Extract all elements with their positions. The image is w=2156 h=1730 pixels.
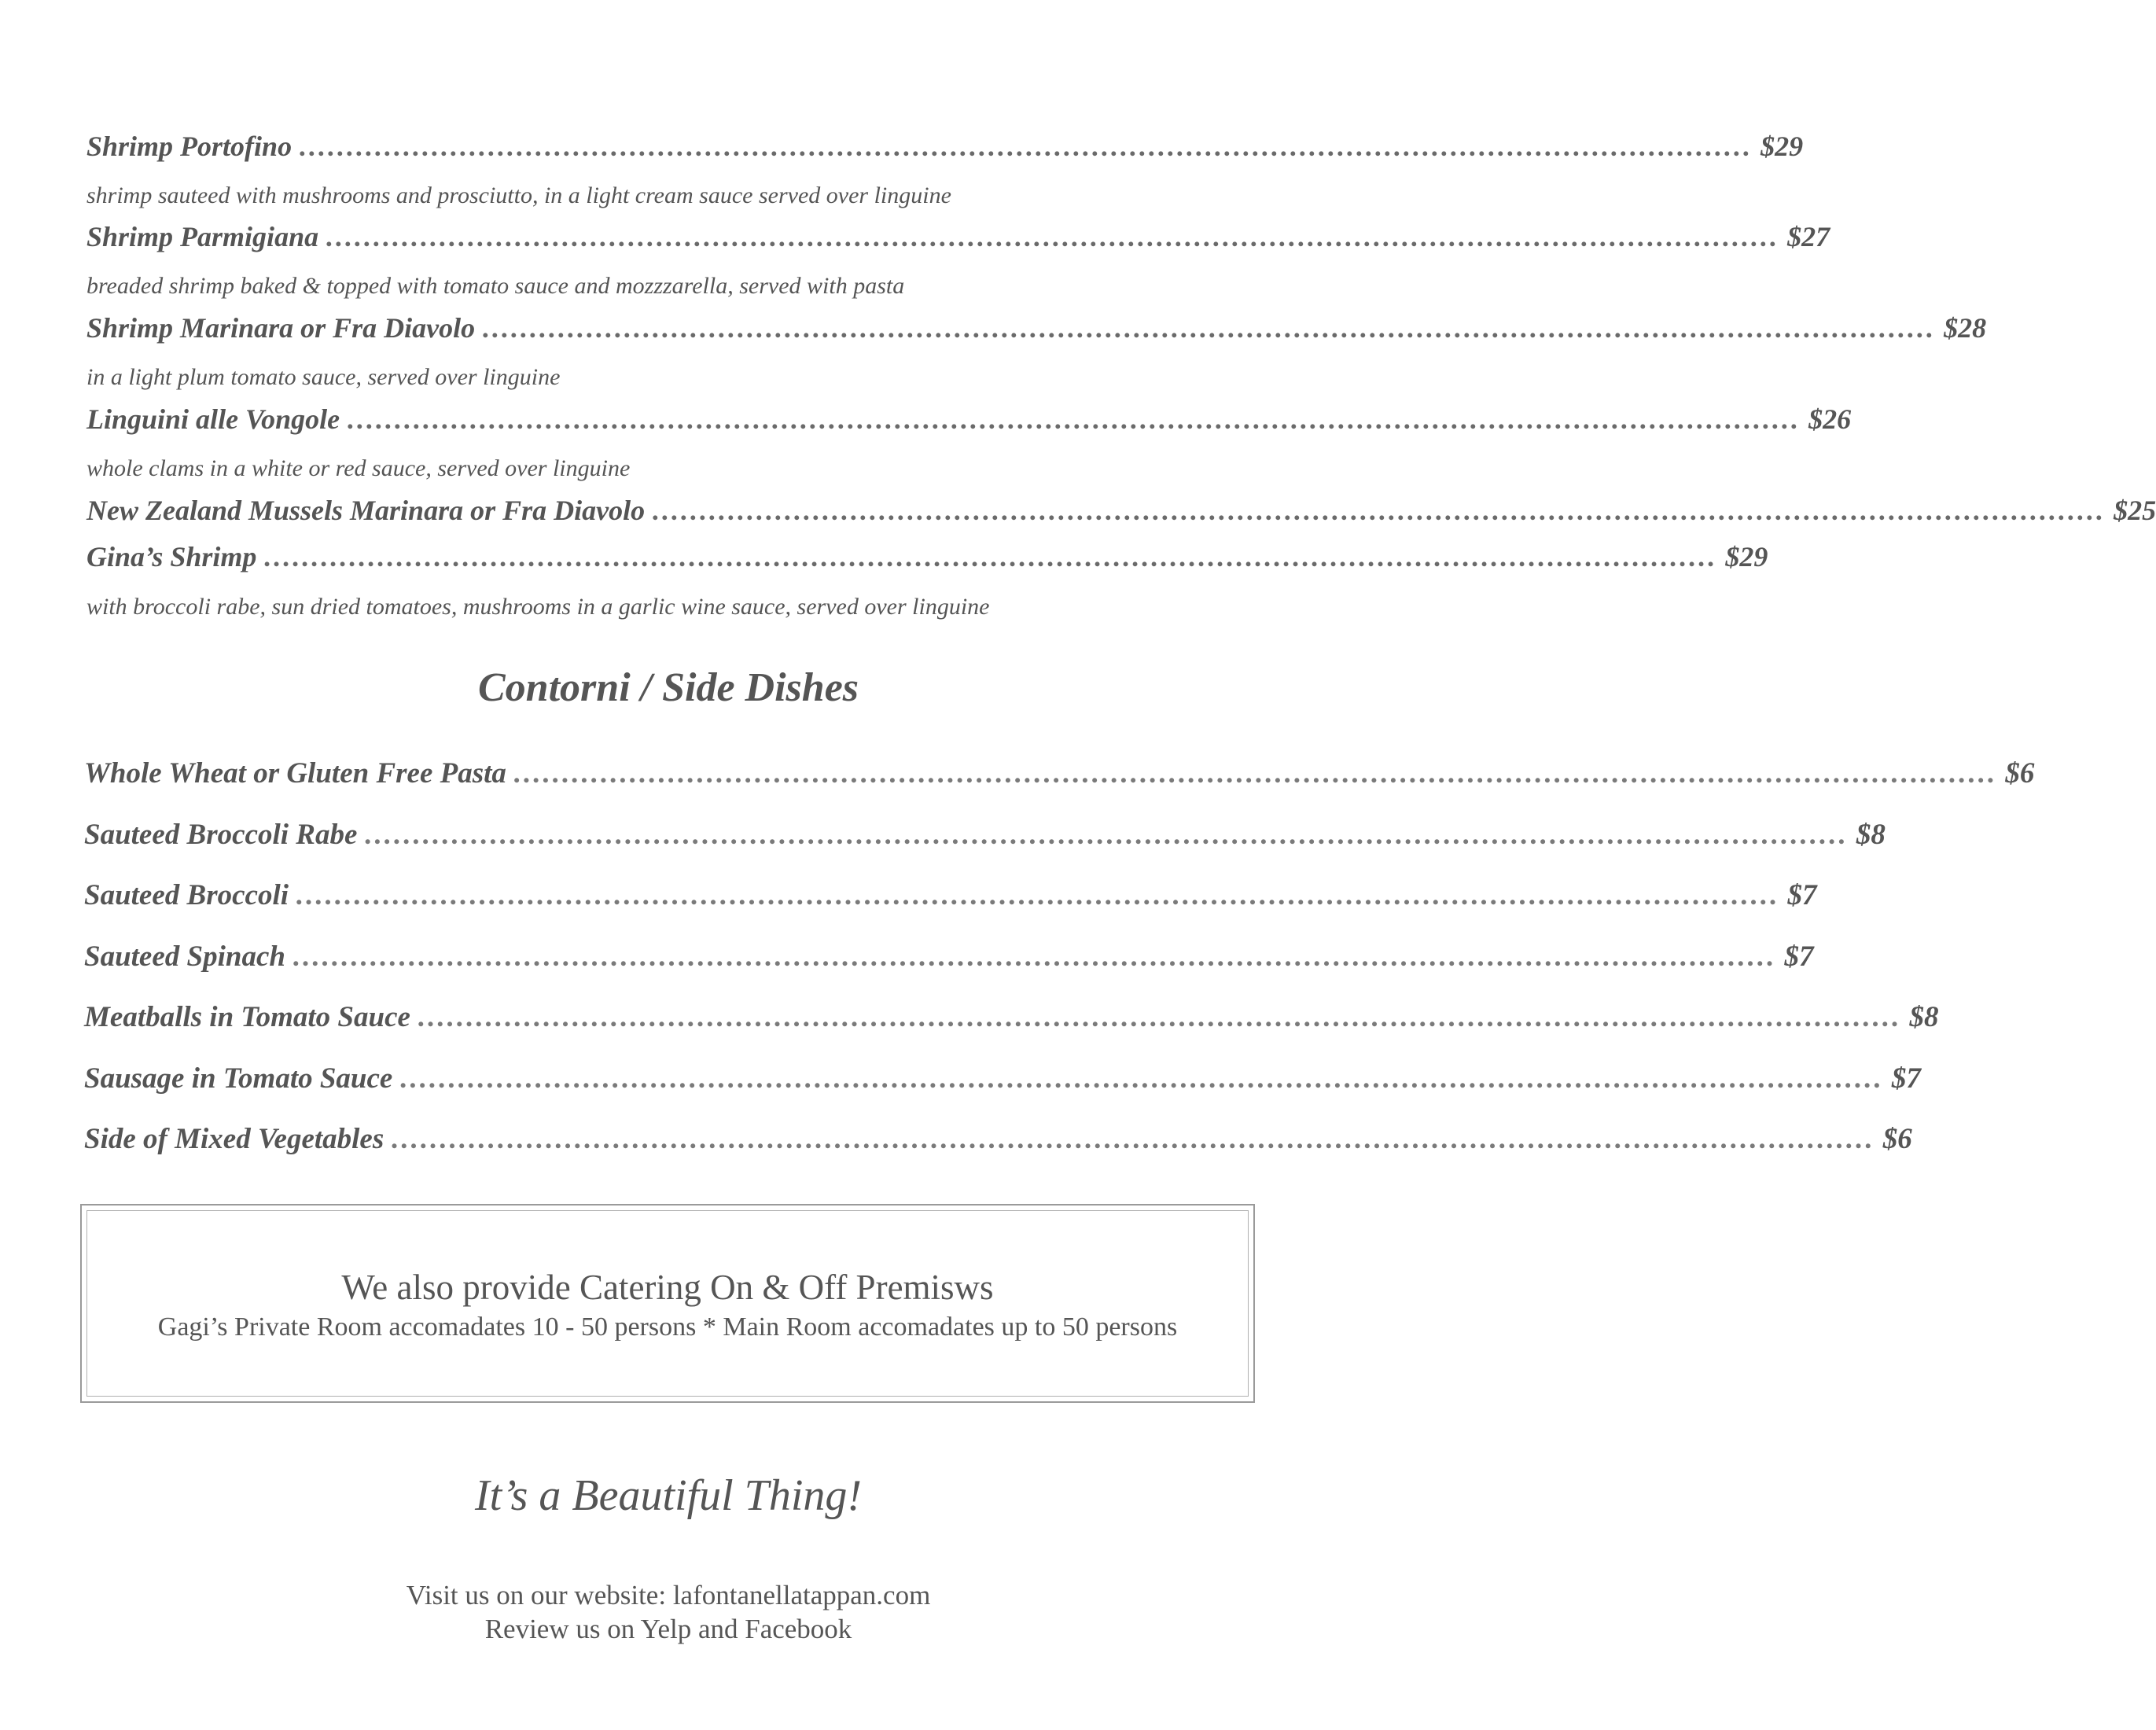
dot-leader: .......................................................................................................................................................... [292,940,1777,973]
item-description: whole clams in a white or red sauce, served over linguine [86,455,631,481]
item-price: $7 [1891,1062,1921,1095]
item-name: Side of Mixed Vegetables [84,1123,384,1155]
item-name: Sauteed Broccoli Rabe [84,819,358,851]
item-description: breaded shrimp baked & topped with tomato sauce and mozzzarella, served with pasta [86,273,905,299]
item-name: Meatballs in Tomato Sauce [84,1001,410,1033]
dot-leader: .......................................................................................................................................................... [296,879,1780,911]
item-name: Shrimp Parmigiana [86,221,319,252]
menu-item-shrimp-portofino [86,130,1804,163]
dot-leader: .......................................................................................................................................................... [392,1123,1875,1155]
item-price: $25 [2114,495,2156,526]
item-price: $7 [1784,940,1814,973]
item-price: $6 [2005,757,2035,790]
catering-note: Gagi’s Private Room accomadates 10 - 50 persons * Main Room accomadates up to 50 persons [157,1312,1178,1342]
dot-leader: .......................................................................................................................................................... [348,403,1801,435]
side-item [84,1062,1921,1095]
item-name: Shrimp Portofino [86,131,292,162]
tagline: It’s a Beautiful Thing! [474,1471,863,1520]
item-price: $8 [1909,1001,1939,1033]
item-name: New Zealand Mussels Marinara or Fra Diavolo [86,495,646,526]
item-name: Whole Wheat or Gluten Free Pasta [84,757,506,790]
website-line: Visit us on our website: lafontanellatappan.com [406,1580,931,1610]
item-description: with broccoli rabe, sun dried tomatoes, mushrooms in a garlic wine sauce, served over linguine [86,594,990,620]
side-item [84,1000,1939,1034]
section-title: Contorni / Side Dishes [477,665,859,710]
side-item [84,1122,1912,1156]
dot-leader: .......................................................................................................................................................... [483,312,1937,344]
side-item [84,756,2035,790]
dot-leader: .......................................................................................................................................................... [264,541,1718,572]
review-line: Review us on Yelp and Facebook [484,1614,852,1644]
item-price: $8 [1856,819,1886,851]
item-price: $27 [1787,221,1830,252]
menu-item-new-zealand-mussels [86,494,2156,527]
dot-leader: .......................................................................................................................................................... [365,819,1849,851]
menu-item-shrimp-parmigiana [86,220,1830,253]
side-item [84,940,1814,974]
item-name: Linguini alle Vongole [86,403,340,435]
side-item [84,878,1817,912]
item-name: Shrimp Marinara or Fra Diavolo [86,312,476,344]
dot-leader: .......................................................................................................................................................... [300,131,1753,162]
item-price: $29 [1725,541,1768,572]
dot-leader: .......................................................................................................................................................... [418,1001,1902,1033]
item-price: $7 [1787,879,1817,911]
item-price: $6 [1882,1123,1912,1155]
catering-title: We also provide Catering On & Off Premisws [341,1268,994,1307]
item-description: in a light plum tomato sauce, served over linguine [86,364,561,390]
item-name: Gina’s Shrimp [86,541,257,572]
item-price: $26 [1808,403,1852,435]
menu-item-ginas-shrimp [86,540,1768,573]
catering-box [80,1204,1255,1403]
item-name: Sauteed Broccoli [84,879,289,911]
dot-leader: .......................................................................................................................................................... [400,1062,1884,1095]
item-name: Sausage in Tomato Sauce [84,1062,393,1095]
item-description: shrimp sauteed with mushrooms and prosciutto, in a light cream sauce served over linguine [86,182,951,208]
item-price: $29 [1760,131,1804,162]
menu-item-shrimp-marinara [86,311,1987,344]
dot-leader: .......................................................................................................................................................... [326,221,1780,252]
item-price: $28 [1944,312,1987,344]
dot-leader: .......................................................................................................................................................... [653,495,2106,526]
dot-leader: .......................................................................................................................................................... [513,757,1998,790]
side-item [84,818,1886,852]
menu-item-linguini-alle-vongole [86,403,1852,436]
item-name: Sauteed Spinach [84,940,285,973]
